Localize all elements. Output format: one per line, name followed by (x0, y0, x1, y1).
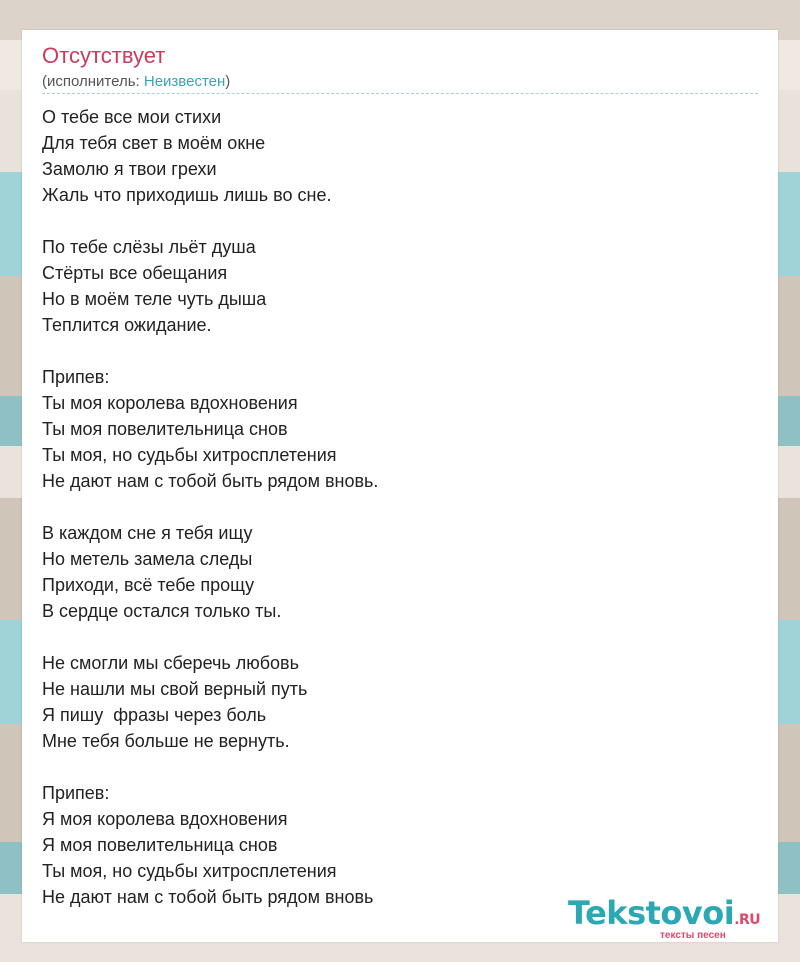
lyrics-line: Ты моя, но судьбы хитросплетения (42, 445, 337, 465)
performer-line (42, 73, 230, 90)
lyrics-line: Не смогли мы сберечь любовь (42, 653, 300, 673)
lyrics-line: Я пишу фразы через боль (42, 705, 267, 725)
performer-link[interactable]: Неизвестен (143, 73, 226, 90)
lyrics-line: О тебе все мои стихи (42, 107, 222, 127)
lyrics-line: Приходи, всё тебе прощу (42, 575, 255, 595)
lyrics-line: Не нашли мы свой верный путь (42, 679, 308, 699)
lyrics-line: Ты моя повелительница снов (42, 419, 288, 439)
lyrics-line: Мне тебя больше не вернуть. (42, 731, 290, 751)
lyrics-blank-line (42, 494, 758, 520)
lyrics-line: Припев: (42, 367, 110, 387)
lyrics-blank-line (42, 338, 758, 364)
title-separator (42, 93, 758, 94)
lyrics-card (22, 30, 778, 942)
lyrics-blank-line (42, 208, 758, 234)
lyrics-line: Стёрты все обещания (42, 263, 228, 283)
lyrics-line: Не дают нам с тобой быть рядом вновь. (42, 471, 379, 491)
lyrics-line: Теплится ожидание. (42, 315, 212, 335)
lyrics-blank-line (42, 624, 758, 650)
lyrics-line: В сердце остался только ты. (42, 601, 282, 621)
logo-main-text: Tekstovoi (568, 894, 735, 932)
lyrics-line: Не дают нам с тобой быть рядом вновь (42, 887, 374, 907)
lyrics-line: Для тебя свет в моём окне (42, 133, 266, 153)
lyrics-text (42, 104, 758, 910)
lyrics-line: Ты моя, но судьбы хитросплетения (42, 861, 337, 881)
logo-tagline: тексты песен (660, 930, 726, 941)
lyrics-line: Я моя повелительница снов (42, 835, 278, 855)
lyrics-line: По тебе слёзы льёт душа (42, 237, 256, 257)
lyrics-line: Ты моя королева вдохновения (42, 393, 298, 413)
lyrics-line: Но в моём теле чуть дыша (42, 289, 267, 309)
performer-prefix: (исполнитель: (42, 73, 144, 90)
site-logo[interactable] (568, 894, 778, 942)
song-title: Отсутствует (42, 43, 166, 68)
lyrics-line: В каждом сне я тебя ищу (42, 523, 253, 543)
lyrics-line: Замолю я твои грехи (42, 159, 217, 179)
logo-tld: .RU (734, 912, 761, 928)
performer-suffix: ) (225, 73, 231, 90)
lyrics-blank-line (42, 754, 758, 780)
logo-wordmark (568, 894, 760, 932)
lyrics-line: Я моя королева вдохновения (42, 809, 288, 829)
lyrics-line: Припев: (42, 783, 110, 803)
lyrics-line: Но метель замела следы (42, 549, 253, 569)
lyrics-line: Жаль что приходишь лишь во сне. (42, 185, 332, 205)
